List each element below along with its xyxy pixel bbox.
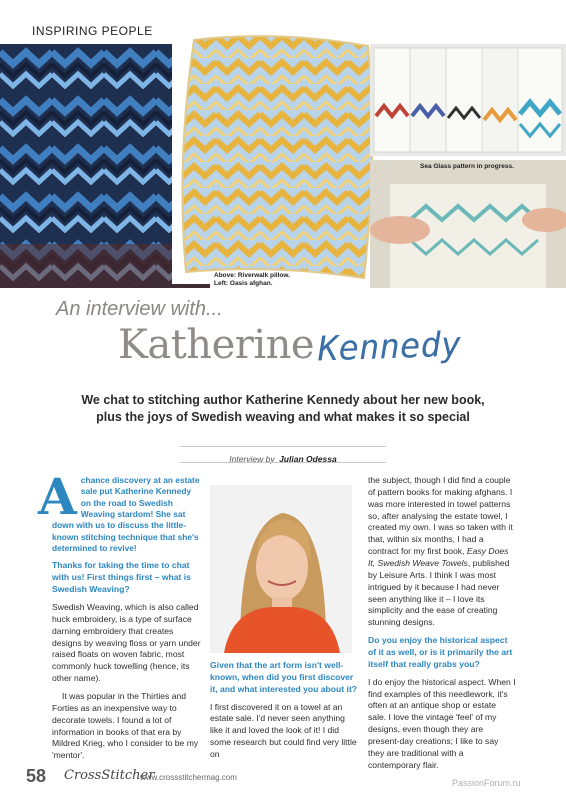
watermark: PassionForum.ru	[452, 778, 521, 788]
caption-sea-glass: Sea Glass pattern in progress.	[420, 163, 514, 170]
headline-first-name: Katherine	[118, 322, 315, 368]
article-column-right	[368, 475, 516, 778]
question-1: Thanks for taking the time to chat with us! First things first – what is Swedish Weaving?	[52, 560, 191, 595]
headline-name	[118, 322, 461, 382]
riverwalk-pillow-photo	[172, 32, 382, 284]
standfirst	[40, 392, 526, 426]
article-intro	[38, 467, 202, 554]
intro-text: chance discovery at an estate sale put Katherine Kennedy on the road to Swedish Weaving stardom! She sat down with us to discuss the little-known stitching technique that she's determined to revive!	[52, 475, 200, 554]
page-number: 58	[26, 766, 47, 786]
magazine-url: www.crossstitchermag.com	[140, 773, 237, 782]
answer-3-paragraph-1: I do enjoy the historical aspect. When I find examples of this needlework, it's often at an antique shop or estate sale. I love the vintage 'feel' of my designs, even though they are present-day creations; I like to say they are traditional with a contemporary flair.	[368, 676, 516, 770]
answer-2-paragraph-2	[368, 475, 516, 629]
answer-2-text-end: , published by Leisure Arts. I think I was most intrigued by it because I had never seen anything like it – I love its simplicity and the ease of creating stunning designs.	[368, 558, 510, 628]
katherine-kennedy-portrait	[210, 485, 352, 653]
sea-glass-in-progress-photo	[370, 160, 566, 288]
article-column-middle	[210, 660, 358, 767]
answer-1-paragraph-2: It was popular in the Thirties and Forties as an inexpensive way to decorate towels. I found a lot of information in books of that era by Mildred Krieg, who I consider to be my 'mentor'.	[52, 691, 199, 761]
magazine-name: CrossStitcher	[64, 768, 155, 783]
headline-last-name: Kennedy	[317, 324, 463, 370]
question-3: Do you enjoy the historical aspect of it as well, or is it primarily the art itself that really grabs you?	[368, 635, 513, 669]
caption-oasis: Left: Oasis afghan.	[214, 280, 273, 288]
article-column-left	[38, 467, 202, 768]
byline	[180, 446, 386, 467]
byline-divider	[180, 462, 386, 463]
photo-caption	[214, 272, 314, 289]
answer-2-paragraph-1: I first discovered it on a towel at an estate sale. I'd never seen anything like it and loved the look of it! I did some research but could find very little on	[210, 701, 357, 760]
headline-kicker: An interview with...	[56, 298, 223, 320]
caption-riverwalk: Above: Riverwalk pillow.	[214, 272, 290, 279]
question-2: Given that the art form isn't well-known, when did you first discover it, and what interested you about it?	[210, 660, 358, 694]
byline-author: Julian Odessa	[279, 454, 337, 464]
section-label: INSPIRING PEOPLE	[32, 24, 153, 38]
byline-prefix: Interview by	[229, 454, 275, 464]
book-title: Easy Does It, Swedish Weave Towels	[368, 546, 509, 569]
drop-cap: A	[38, 467, 77, 526]
answer-1-paragraph-1: Swedish Weaving, which is also called huck embroidery, is a type of surface darning embroidery that creates designs by weaving floss or yarn under raised floats on woven fabric, most commonly huck towelling (hence, its other name).	[52, 601, 201, 684]
answer-2-text-start: the subject, though I did find a couple of pattern books for making afghans. I was more interested in towel patterns so, after analysing the estate towel, I created my own. I was so taken with it that, within six months, I had a contract for my first book,	[368, 475, 513, 557]
standfirst-line: We chat to stitching author Katherine Kennedy about her new book,	[81, 393, 485, 407]
standfirst-line: plus the joys of Swedish weaving and what makes it so special	[96, 409, 470, 424]
towels-photo	[370, 44, 566, 156]
